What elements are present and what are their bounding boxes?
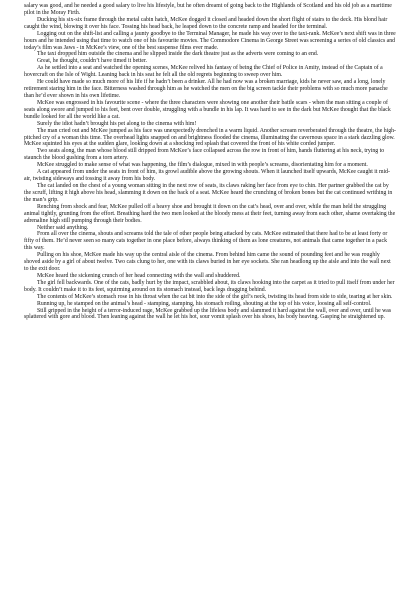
- paragraph: McKee struggled to make sense of what was happening, the film’s dialogue, mixed in with people’s screams, disorientating him for a moment.: [37, 162, 368, 169]
- paragraph: McKee was engrossed in his favourite scene - where the three characters were showing one another their battle scars - when the man sitting a couple of seats along swore and jumped to his feet, bent over double, struggling with a bundle in his lap. It was hard to see in the dark but McKee thought that the black bundle looked for all the world like a cat.: [24, 99, 391, 120]
- paragraph: Renching from shock and fear, McKee pulled off a heavy shoe and brought it down on the cat’s head, over and over, while the man held the struggling animal tightly, grunting from the effort. Breathing hard the two men looked at the bloody mess at their feet, turning away from each other, shame overtaking the adrenaline high still pumping through their bodies.: [24, 203, 396, 224]
- paragraph: Two seats along, the man whose blood still dripped from McKee’s face collapsed across the row in front of him, hands fluttering at his neck, trying to staunch the blood gushing from a torn artery.: [24, 148, 385, 162]
- paragraph: The taxi dropped him outside the cinema and he slipped inside the dark theatre just as the adverts were coming to an end.: [37, 51, 319, 58]
- paragraph: The cat landed on the chest of a young woman sitting in the next row of seats, its claws raking her face from eye to chin. Her partner grabbed the cat by the scruff, lifting it high above his head, slamming it down on the back of a seat. McKee heard the crunching of broken bones but the cat continued writhing in the man’s grip.: [24, 182, 393, 203]
- paragraph: Still gripped in the height of a terror-induced rage, McKee grabbed up the lifeless body and slammed it hard against the wall, over and over, until he was splattered with gore and blood. Then leaning against the wall he let his hot, sour vomit splash over his shoes, his body heaving. Gasping he straightened up.: [24, 307, 392, 321]
- paragraph: The girl fell backwards. One of the cats, badly hurt by the impact, scrabbled about, its claws hooking into the carpet as it tried to pull itself from under her body. It couldn’t make it to its feet, squirming around on its stomach instead, back legs dragging behind.: [24, 279, 395, 293]
- paragraph: Surely the idiot hadn’t brought his pet along to the cinema with him!: [37, 120, 197, 127]
- paragraph: Great, he thought, couldn’t have timed it better.: [37, 58, 148, 65]
- paragraph: Logging out on the shift-list and calling a jaunty goodbye to the Terminal Manager, he made his way over to the taxi-rank. McKee’s next shift was in three hours and he intended using that time to watch one of his favourite movies. The Commodore Cinema in George Street was screening a series of old classics and today’s film was Jaws - in McKee’s view, one of the best suspense films ever made.: [24, 30, 396, 51]
- paragraph: McKee heard the sickening crunch of her head connecting with the wall and shuddered.: [37, 272, 241, 279]
- paragraph: Neither said anything.: [37, 224, 89, 231]
- paragraph: The contents of McKee’s stomach rose in his throat when the cat bit into the side of the girl’s neck, twisting its head from side to side, tearing at her skin.: [37, 293, 393, 300]
- paragraph: Running up, he stamped on the animal’s head - stamping, stamping, his stomach roiling, shouting at the top of his voice, loosing all self-control.: [37, 300, 372, 307]
- paragraph: He could have made so much more of his life if he hadn’t been a drinker. All he had now was a broken marriage, kids he never saw, and a long, lonely retirement staring him in the face. Bitterness washed through him as he watched the men on the big screen tackle their problems with so much more panache than he’d ever shown in his own lifetime.: [24, 79, 388, 99]
- paragraph: From all over the cinema, shouts and screams told the tale of other people being attacked by cats. McKee estimated that there had to be at least forty or fifty of them. He’d never seen so many cats together in one place before, always thinking of them as lone creatures, not animals that came together in a pack this way.: [24, 231, 388, 252]
- paragraph: The man cried out and McKee jumped as his face was unexpectedly drenched in a warm liquid. Another scream reverberated through the theatre, the high-pitched cry of a woman this time. The overhead lights snapped on and brightness flooded the cinema, illuminating the cavernous space in a stark dazzling glow. McKee squinted his eyes at the sudden glare, looking down at a shocking red splash that covered the front of his white corded jumper.: [24, 127, 396, 148]
- paragraph: A cat appeared from under the seats in front of him, its growl audible above the growing shouts. When it launched itself upwards, McKee caught it mid-air, twisting sideways and tossing it away from his body.: [24, 169, 390, 183]
- paragraph: As he settled into a seat and watched the opening scenes, McKee relived his fantasy of being the Chief of Police in Amity, instead of the Captain of a hovercraft on the Isle of Wight. Leaning back in his seat he felt all the old regrets beginning to sweep over him.: [24, 65, 383, 79]
- paragraph: salary was good, and he needed a good salary to live his lifestyle, but he often dreamt of going back to the Highlands of Scotland and his old job as a maritime pilot in the Moray Firth.: [24, 3, 392, 16]
- paragraph: Ducking his six-six frame through the metal cabin hatch, McKee dogged it closed and headed down the short flight of stairs to the deck. His blond hair caught the wind, blowing it over his face. Tossing his head back, he leaped down to the concrete ramp and headed for the terminal.: [24, 16, 388, 30]
- body-text: [24, 3, 396, 321]
- paragraph: Pulling on his shoe, McKee made his way up the central aisle of the cinema. From behind him came the sound of pounding feet and he was roughly shoved aside by a girl of about twelve. Two cats clung to her, one with its claws buried in her eye sockets. She ran headlong up the aisle and into the wall next to the exit door.: [24, 252, 391, 273]
